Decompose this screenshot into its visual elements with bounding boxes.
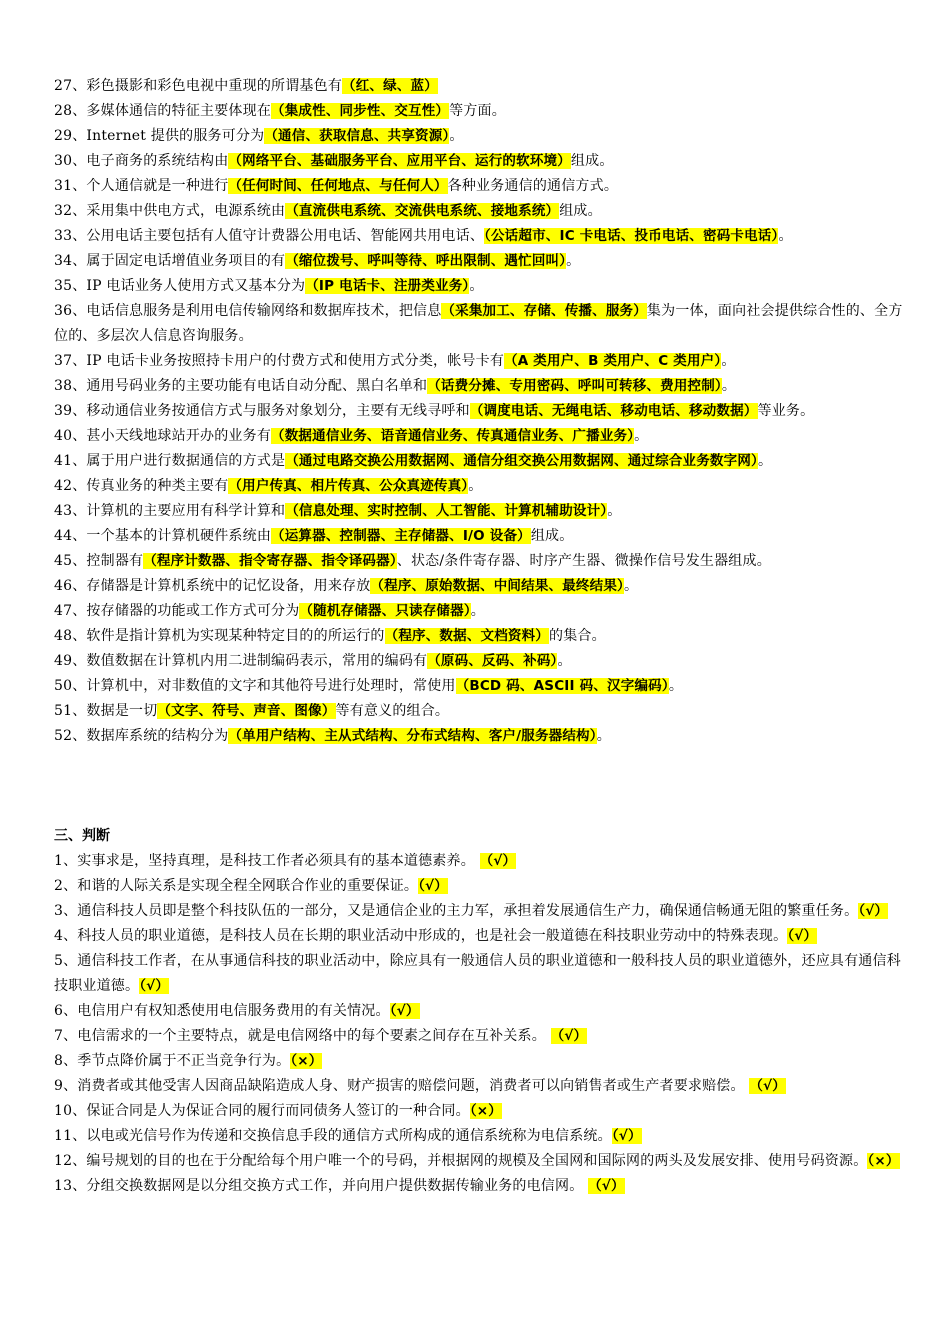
question-text: 4、科技人员的职业道德，是科技人员在长期的职业活动中形成的，也是社会一般道德在科技职业劳动中的特殊表现。 — [54, 928, 788, 944]
fill-item — [54, 624, 904, 649]
question-text: 40、甚小天线地球站开办的业务有 — [54, 428, 272, 444]
judgment-item — [54, 999, 904, 1024]
question-text: 1、实事求是，坚持真理，是科技工作者必须具有的基本道德素养。 — [54, 853, 480, 869]
answer-highlight: （×） — [290, 1053, 323, 1069]
fill-item — [54, 699, 904, 724]
answer-highlight: （√） — [858, 903, 889, 919]
document-page — [54, 74, 904, 1199]
judgment-item — [54, 874, 904, 899]
judgment-item — [54, 949, 904, 999]
question-tail: 。 — [566, 253, 581, 269]
fill-item — [54, 724, 904, 749]
question-text: 31、个人通信就是一种进行 — [54, 178, 229, 194]
question-tail: 。 — [557, 653, 572, 669]
question-tail: 。 — [721, 353, 736, 369]
answer-highlight: （√） — [389, 1003, 420, 1019]
question-tail: 等方面。 — [449, 103, 506, 119]
answer-highlight: （直流供电系统、交流供电系统、接地系统） — [285, 203, 560, 219]
question-text: 46、存储器是计算机系统中的记忆设备，用来存放 — [54, 578, 371, 594]
fill-item — [54, 549, 904, 574]
answer-highlight: （A 类用户、B 类用户、C 类用户） — [504, 353, 722, 369]
question-text: 7、电信需求的一个主要特点，就是电信网络中的每个要素之间存在互补关系。 — [54, 1028, 551, 1044]
fill-item — [54, 574, 904, 599]
fill-item — [54, 524, 904, 549]
question-text: 30、电子商务的系统结构由 — [54, 153, 229, 169]
answer-highlight: （缩位拨号、呼叫等待、呼出限制、遇忙回叫） — [285, 253, 567, 269]
answer-highlight: （数据通信业务、语音通信业务、传真通信业务、广播业务） — [271, 428, 635, 444]
answer-highlight: （程序计数器、指令寄存器、指令译码器） — [143, 553, 397, 569]
fill-item — [54, 124, 904, 149]
question-tail: 。 — [778, 228, 793, 244]
section-gap — [54, 749, 904, 824]
answer-highlight: （随机存储器、只读存储器） — [299, 603, 471, 619]
fill-item — [54, 399, 904, 424]
question-tail: 。 — [449, 128, 464, 144]
fill-item — [54, 224, 904, 249]
question-text: 38、通用号码业务的主要功能有电话自动分配、黑白名单和 — [54, 378, 428, 394]
question-tail: 等有意义的组合。 — [335, 703, 450, 719]
question-tail: 组成。 — [570, 153, 614, 169]
question-text: 10、保证合同是人为保证合同的履行而同债务人签订的一种合同。 — [54, 1103, 470, 1119]
answer-highlight: （采集加工、存储、传播、服务） — [441, 303, 647, 319]
answer-highlight: （程序、数据、文档资料） — [384, 628, 550, 644]
fill-item — [54, 474, 904, 499]
answer-highlight: （IP 电话卡、注册类业务） — [305, 278, 470, 294]
question-text: 6、电信用户有权知悉使用电信服务费用的有关情况。 — [54, 1003, 390, 1019]
question-text: 51、数据是一切 — [54, 703, 158, 719]
question-tail: 组成。 — [530, 528, 574, 544]
answer-highlight: （集成性、同步性、交互性） — [271, 103, 450, 119]
fill-in-blank-list — [54, 74, 904, 749]
question-tail: 。 — [468, 478, 483, 494]
fill-item — [54, 99, 904, 124]
question-text: 33、公用电话主要包括有人值守计费器公用电话、智能网共用电话、 — [54, 228, 485, 244]
question-text: 48、软件是指计算机为实现某种特定目的的所运行的 — [54, 628, 385, 644]
question-text: 37、IP 电话卡业务按照持卡用户的付费方式和使用方式分类，帐号卡有 — [54, 353, 505, 369]
answer-highlight: （用户传真、相片传真、公众真迹传真） — [228, 478, 469, 494]
answer-highlight: （单用户结构、主从式结构、分布式结构、客户/服务器结构） — [228, 728, 597, 744]
judgment-item — [54, 1049, 904, 1074]
section-heading: 三、判断 — [54, 828, 110, 844]
question-text: 43、计算机的主要应用有科学计算和 — [54, 503, 286, 519]
question-text: 2、和谐的人际关系是实现全程全网联合作业的重要保证。 — [54, 878, 419, 894]
answer-highlight: （√） — [479, 853, 517, 869]
question-text: 32、采用集中供电方式，电源系统由 — [54, 203, 286, 219]
answer-highlight: （调度电话、无绳电话、移动电话、移动数据） — [469, 403, 758, 419]
answer-highlight: （√） — [749, 1078, 786, 1094]
question-tail: 、状态/条件寄存器、时序产生器、微操作信号发生器组成。 — [396, 553, 771, 569]
question-text: 39、移动通信业务按通信方式与服务对象划分，主要有无线寻呼和 — [54, 403, 470, 419]
question-text: 11、以电或光信号作为传递和交换信息手段的通信方式所构成的通信系统称为电信系统。 — [54, 1128, 612, 1144]
judgment-item — [54, 1074, 904, 1099]
question-text: 44、一个基本的计算机硬件系统由 — [54, 528, 272, 544]
question-tail: 。 — [757, 453, 773, 469]
answer-highlight: （√） — [611, 1128, 642, 1144]
question-text: 42、传真业务的种类主要有 — [54, 478, 229, 494]
question-tail: 。 — [721, 378, 737, 394]
answer-highlight: （网络平台、基础服务平台、应用平台、运行的软环境） — [228, 153, 571, 169]
question-text: 34、属于固定电话增值业务项目的有 — [54, 253, 286, 269]
judgment-item — [54, 899, 904, 924]
question-tail: 各种业务通信的通信方式。 — [447, 178, 619, 194]
fill-item — [54, 349, 904, 374]
fill-item — [54, 199, 904, 224]
fill-item — [54, 599, 904, 624]
question-text: 45、控制器有 — [54, 553, 144, 569]
fill-item — [54, 424, 904, 449]
question-tail: 集为一体，面向社会提供综合性的、全方位的、多层次人信息咨询服务。 — [54, 303, 903, 344]
answer-highlight: （信息处理、实时控制、人工智能、计算机辅助设计） — [285, 503, 608, 519]
question-text: 8、季节点降价属于不正当竞争行为。 — [54, 1053, 291, 1069]
answer-highlight: （公话超市、IC 卡电话、投币电话、密码卡电话） — [484, 228, 779, 244]
question-tail: 。 — [607, 503, 622, 519]
answer-highlight: （程序、原始数据、中间结果、最终结果） — [370, 578, 624, 594]
answer-highlight: （任何时间、任何地点、与任何人） — [228, 178, 448, 194]
fill-item — [54, 174, 904, 199]
fill-item — [54, 74, 904, 99]
question-text: 28、多媒体通信的特征主要体现在 — [54, 103, 272, 119]
question-text: 49、数值数据在计算机内用二进制编码表示，常用的编码有 — [54, 653, 428, 669]
answer-highlight: （话费分摊、专用密码、呼叫可转移、费用控制） — [427, 378, 722, 394]
answer-highlight: （原码、反码、补码） — [427, 653, 558, 669]
fill-item — [54, 299, 904, 349]
question-text: 5、通信科技工作者，在从事通信科技的职业活动中，除应具有一般通信人员的职业道德和一般科技人员的职业道德外，还应具有通信科技职业道德。 — [54, 953, 901, 994]
answer-highlight: （运算器、控制器、主存储器、I/O 设备） — [271, 528, 531, 544]
question-text: 36、电话信息服务是利用电信传输网络和数据库技术，把信息 — [54, 303, 442, 319]
question-tail: 。 — [596, 728, 611, 744]
fill-item — [54, 674, 904, 699]
question-tail: 。 — [668, 678, 684, 694]
question-text: 29、Internet 提供的服务可分为 — [54, 128, 265, 144]
question-text: 41、属于用户进行数据通信的方式是 — [54, 453, 286, 469]
fill-item — [54, 649, 904, 674]
question-text: 9、消费者或其他受害人因商品缺陷造成人身、财产损害的赔偿问题，消费者可以向销售者或生产者要求赔偿。 — [54, 1078, 750, 1094]
answer-highlight: （×） — [469, 1103, 502, 1119]
answer-highlight: （√） — [418, 878, 448, 894]
question-text: 50、计算机中，对非数值的文字和其他符号进行处理时，常使用 — [54, 678, 456, 694]
judgment-item — [54, 849, 904, 874]
question-text: 52、数据库系统的结构分为 — [54, 728, 229, 744]
fill-item — [54, 249, 904, 274]
question-tail: 等业务。 — [757, 403, 815, 419]
question-text: 13、分组交换数据网是以分组交换方式工作，并向用户提供数据传输业务的电信网。 — [54, 1178, 589, 1194]
answer-highlight: （红、绿、蓝） — [342, 78, 438, 94]
question-text: 35、IP 电话业务人使用方式又基本分为 — [54, 278, 306, 294]
fill-item — [54, 274, 904, 299]
judgment-item — [54, 1024, 904, 1049]
answer-highlight: （√） — [787, 928, 818, 944]
question-tail: 。 — [469, 278, 484, 294]
judgment-item — [54, 1099, 904, 1124]
question-text: 12、编号规划的目的也在于分配给每个用户唯一个的号码，并根据网的规模及全国网和国际网的两头及发展安排、使用号码资源。 — [54, 1153, 868, 1169]
answer-highlight: （通过电路交换公用数据网、通信分组交换公用数据网、通过综合业务数字网） — [285, 453, 758, 469]
fill-item — [54, 374, 904, 399]
answer-highlight: （文字、符号、声音、图像） — [157, 703, 336, 719]
answer-highlight: （√） — [588, 1178, 625, 1194]
answer-highlight: （BCD 码、ASCII 码、汉字编码） — [455, 678, 669, 694]
true-false-list — [54, 849, 904, 1199]
judgment-item — [54, 1149, 904, 1174]
question-text: 3、通信科技人员即是整个科技队伍的一部分，又是通信企业的主力军，承担着发展通信生产力，确保通信畅通无阻的繁重任务。 — [54, 903, 859, 919]
fill-item — [54, 449, 904, 474]
question-tail: 的集合。 — [549, 628, 606, 644]
answer-highlight: （√） — [550, 1028, 588, 1044]
question-text: 27、彩色摄影和彩色电视中重现的所谓基色有 — [54, 78, 343, 94]
judgment-item — [54, 1124, 904, 1149]
question-tail: 组成。 — [559, 203, 602, 219]
question-tail: 。 — [634, 428, 649, 444]
fill-item — [54, 499, 904, 524]
question-tail: 。 — [470, 603, 485, 619]
judgment-item — [54, 924, 904, 949]
question-tail: 。 — [623, 578, 639, 594]
judgment-item — [54, 1174, 904, 1199]
answer-highlight: （√） — [139, 978, 170, 994]
fill-item — [54, 149, 904, 174]
question-text: 47、按存储器的功能或工作方式可分为 — [54, 603, 300, 619]
answer-highlight: （×） — [867, 1153, 900, 1169]
answer-highlight: （通信、获取信息、共享资源） — [264, 128, 450, 144]
